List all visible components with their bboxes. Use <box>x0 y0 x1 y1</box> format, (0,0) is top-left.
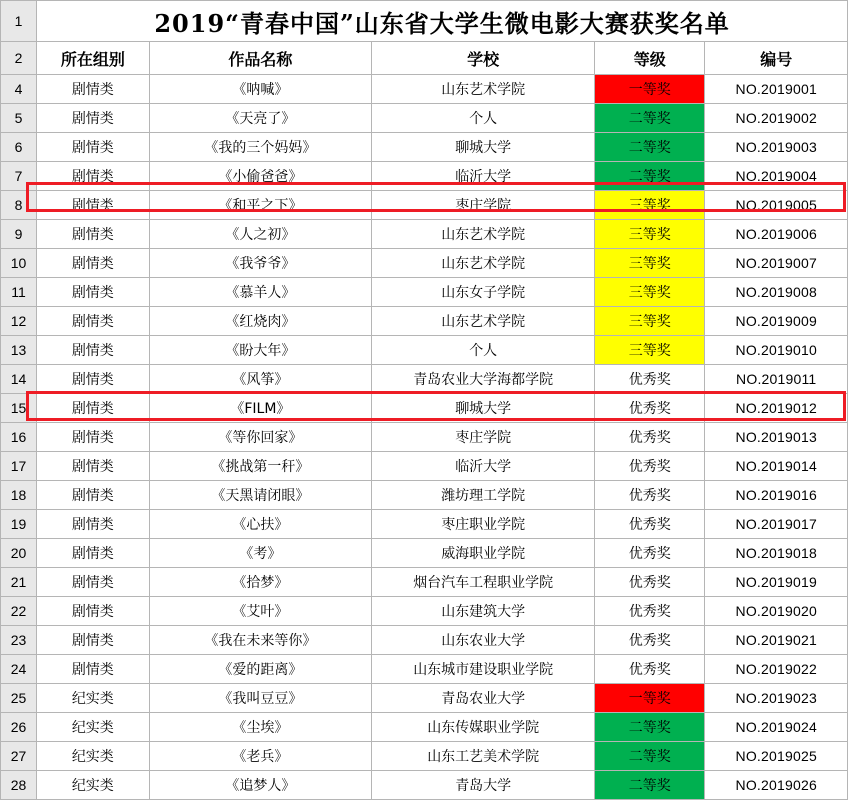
row-header[interactable]: 28 <box>1 771 37 800</box>
column-header-group: 所在组别 <box>37 42 149 75</box>
cell-code: NO.2019017 <box>705 510 848 539</box>
cell-level: 优秀奖 <box>595 568 705 597</box>
cell-title: 《等你回家》 <box>149 423 372 452</box>
row-header[interactable]: 25 <box>1 684 37 713</box>
row-header[interactable]: 6 <box>1 133 37 162</box>
cell-level: 三等奖 <box>595 336 705 365</box>
cell-school: 个人 <box>372 336 595 365</box>
cell-code: NO.2019005 <box>705 191 848 220</box>
cell-school: 山东传媒职业学院 <box>372 713 595 742</box>
cell-level: 三等奖 <box>595 191 705 220</box>
row-header[interactable]: 16 <box>1 423 37 452</box>
cell-school: 临沂大学 <box>372 452 595 481</box>
table-row <box>1 278 848 307</box>
cell-title: 《爱的距离》 <box>149 655 372 684</box>
cell-school: 山东工艺美术学院 <box>372 742 595 771</box>
cell-title: 《艾叶》 <box>149 597 372 626</box>
table-row <box>1 162 848 191</box>
cell-level: 优秀奖 <box>595 626 705 655</box>
table-row <box>1 713 848 742</box>
cell-group: 剧情类 <box>37 597 149 626</box>
cell-title: 《拾梦》 <box>149 568 372 597</box>
cell-school: 聊城大学 <box>372 394 595 423</box>
cell-group: 剧情类 <box>37 307 149 336</box>
column-header-level: 等级 <box>595 42 705 75</box>
cell-school: 青岛农业大学海都学院 <box>372 365 595 394</box>
table-row <box>1 75 848 104</box>
cell-group: 剧情类 <box>37 510 149 539</box>
cell-level: 三等奖 <box>595 307 705 336</box>
cell-title: 《红烧肉》 <box>149 307 372 336</box>
cell-title: 《考》 <box>149 539 372 568</box>
table-row <box>1 104 848 133</box>
cell-title: 《慕羊人》 <box>149 278 372 307</box>
cell-code: NO.2019002 <box>705 104 848 133</box>
cell-level: 优秀奖 <box>595 365 705 394</box>
cell-group: 纪实类 <box>37 684 149 713</box>
cell-level: 三等奖 <box>595 278 705 307</box>
row-header[interactable]: 8 <box>1 191 37 220</box>
row-header[interactable]: 19 <box>1 510 37 539</box>
cell-title: 《追梦人》 <box>149 771 372 800</box>
cell-title: 《呐喊》 <box>149 75 372 104</box>
cell-level: 优秀奖 <box>595 539 705 568</box>
table-row <box>1 394 848 423</box>
cell-school: 青岛大学 <box>372 771 595 800</box>
cell-school: 枣庄学院 <box>372 191 595 220</box>
cell-title: 《盼大年》 <box>149 336 372 365</box>
cell-title: 《我在未来等你》 <box>149 626 372 655</box>
cell-group: 剧情类 <box>37 133 149 162</box>
cell-code: NO.2019009 <box>705 307 848 336</box>
cell-level: 二等奖 <box>595 162 705 191</box>
cell-school: 枣庄学院 <box>372 423 595 452</box>
cell-school: 威海职业学院 <box>372 539 595 568</box>
cell-level: 优秀奖 <box>595 481 705 510</box>
cell-title: 《FILM》 <box>149 394 372 423</box>
cell-code: NO.2019004 <box>705 162 848 191</box>
table-row <box>1 249 848 278</box>
cell-title: 《风筝》 <box>149 365 372 394</box>
cell-title: 《心扶》 <box>149 510 372 539</box>
cell-group: 剧情类 <box>37 655 149 684</box>
cell-school: 山东艺术学院 <box>372 75 595 104</box>
cell-school: 山东艺术学院 <box>372 307 595 336</box>
cell-group: 剧情类 <box>37 394 149 423</box>
cell-title: 《老兵》 <box>149 742 372 771</box>
cell-title: 《小偷爸爸》 <box>149 162 372 191</box>
table-row <box>1 307 848 336</box>
cell-school: 山东农业大学 <box>372 626 595 655</box>
row-header[interactable]: 22 <box>1 597 37 626</box>
column-header-code: 编号 <box>705 42 848 75</box>
table-body <box>1 1 848 800</box>
row-header[interactable]: 23 <box>1 626 37 655</box>
row-header[interactable]: 21 <box>1 568 37 597</box>
column-header-school: 学校 <box>372 42 595 75</box>
page-title: 2019“青春中国”山东省大学生微电影大赛获奖名单 <box>37 1 848 42</box>
table-row <box>1 423 848 452</box>
cell-school: 山东女子学院 <box>372 278 595 307</box>
row-header[interactable]: 20 <box>1 539 37 568</box>
cell-level: 二等奖 <box>595 742 705 771</box>
table-row <box>1 510 848 539</box>
row-header[interactable]: 24 <box>1 655 37 684</box>
cell-school: 山东艺术学院 <box>372 249 595 278</box>
cell-group: 剧情类 <box>37 452 149 481</box>
cell-level: 二等奖 <box>595 133 705 162</box>
cell-group: 剧情类 <box>37 249 149 278</box>
cell-code: NO.2019016 <box>705 481 848 510</box>
table-row <box>1 481 848 510</box>
cell-group: 剧情类 <box>37 568 149 597</box>
cell-code: NO.2019023 <box>705 684 848 713</box>
table-row <box>1 133 848 162</box>
cell-school: 临沂大学 <box>372 162 595 191</box>
row-header[interactable]: 4 <box>1 75 37 104</box>
table-row <box>1 336 848 365</box>
cell-group: 剧情类 <box>37 423 149 452</box>
cell-group: 剧情类 <box>37 365 149 394</box>
cell-code: NO.2019010 <box>705 336 848 365</box>
cell-school: 山东艺术学院 <box>372 220 595 249</box>
row-header[interactable]: 11 <box>1 278 37 307</box>
cell-group: 剧情类 <box>37 220 149 249</box>
cell-code: NO.2019026 <box>705 771 848 800</box>
row-header-2-3[interactable]: 2 <box>1 42 37 75</box>
table-row <box>1 655 848 684</box>
cell-code: NO.2019022 <box>705 655 848 684</box>
cell-group: 剧情类 <box>37 278 149 307</box>
cell-title: 《我的三个妈妈》 <box>149 133 372 162</box>
cell-code: NO.2019018 <box>705 539 848 568</box>
cell-code: NO.2019007 <box>705 249 848 278</box>
cell-title: 《挑战第一秆》 <box>149 452 372 481</box>
cell-level: 三等奖 <box>595 220 705 249</box>
cell-title: 《和平之下》 <box>149 191 372 220</box>
cell-group: 剧情类 <box>37 104 149 133</box>
table-row <box>1 626 848 655</box>
cell-level: 三等奖 <box>595 249 705 278</box>
cell-code: NO.2019012 <box>705 394 848 423</box>
cell-group: 剧情类 <box>37 336 149 365</box>
cell-group: 纪实类 <box>37 742 149 771</box>
cell-code: NO.2019024 <box>705 713 848 742</box>
cell-code: NO.2019025 <box>705 742 848 771</box>
cell-level: 二等奖 <box>595 104 705 133</box>
cell-level: 优秀奖 <box>595 510 705 539</box>
table-row <box>1 742 848 771</box>
cell-group: 纪实类 <box>37 713 149 742</box>
row-header[interactable]: 26 <box>1 713 37 742</box>
table-row <box>1 220 848 249</box>
cell-group: 剧情类 <box>37 481 149 510</box>
table-row <box>1 539 848 568</box>
cell-level: 一等奖 <box>595 75 705 104</box>
cell-code: NO.2019003 <box>705 133 848 162</box>
cell-school: 枣庄职业学院 <box>372 510 595 539</box>
table-row <box>1 365 848 394</box>
cell-group: 纪实类 <box>37 771 149 800</box>
cell-group: 剧情类 <box>37 75 149 104</box>
row-header[interactable]: 5 <box>1 104 37 133</box>
cell-code: NO.2019006 <box>705 220 848 249</box>
cell-school: 烟台汽车工程职业学院 <box>372 568 595 597</box>
cell-code: NO.2019021 <box>705 626 848 655</box>
cell-level: 优秀奖 <box>595 394 705 423</box>
cell-level: 一等奖 <box>595 684 705 713</box>
cell-code: NO.2019014 <box>705 452 848 481</box>
row-header[interactable]: 13 <box>1 336 37 365</box>
cell-code: NO.2019001 <box>705 75 848 104</box>
cell-level: 优秀奖 <box>595 655 705 684</box>
cell-code: NO.2019020 <box>705 597 848 626</box>
cell-code: NO.2019019 <box>705 568 848 597</box>
cell-title: 《天黑请闭眼》 <box>149 481 372 510</box>
row-header-1[interactable]: 1 <box>1 1 37 42</box>
cell-group: 剧情类 <box>37 626 149 655</box>
row-header[interactable]: 17 <box>1 452 37 481</box>
table-row <box>1 771 848 800</box>
cell-title: 《尘埃》 <box>149 713 372 742</box>
cell-school: 青岛农业大学 <box>372 684 595 713</box>
cell-level: 二等奖 <box>595 713 705 742</box>
cell-school: 潍坊理工学院 <box>372 481 595 510</box>
table-row <box>1 568 848 597</box>
cell-title: 《我叫豆豆》 <box>149 684 372 713</box>
row-header[interactable]: 7 <box>1 162 37 191</box>
table-row <box>1 452 848 481</box>
cell-level: 优秀奖 <box>595 597 705 626</box>
table-row <box>1 684 848 713</box>
cell-title: 《人之初》 <box>149 220 372 249</box>
cell-title: 《天亮了》 <box>149 104 372 133</box>
cell-school: 聊城大学 <box>372 133 595 162</box>
title-row <box>1 1 848 42</box>
column-header-title: 作品名称 <box>149 42 372 75</box>
cell-school: 个人 <box>372 104 595 133</box>
cell-group: 剧情类 <box>37 539 149 568</box>
column-header-row <box>1 42 848 75</box>
cell-code: NO.2019013 <box>705 423 848 452</box>
row-header[interactable]: 15 <box>1 394 37 423</box>
table-row <box>1 597 848 626</box>
cell-level: 优秀奖 <box>595 452 705 481</box>
cell-code: NO.2019008 <box>705 278 848 307</box>
table-row <box>1 191 848 220</box>
cell-school: 山东建筑大学 <box>372 597 595 626</box>
row-header[interactable]: 12 <box>1 307 37 336</box>
cell-group: 剧情类 <box>37 162 149 191</box>
row-header[interactable]: 9 <box>1 220 37 249</box>
cell-group: 剧情类 <box>37 191 149 220</box>
cell-code: NO.2019011 <box>705 365 848 394</box>
cell-level: 二等奖 <box>595 771 705 800</box>
cell-level: 优秀奖 <box>595 423 705 452</box>
cell-title: 《我爷爷》 <box>149 249 372 278</box>
row-header[interactable]: 14 <box>1 365 37 394</box>
row-header[interactable]: 10 <box>1 249 37 278</box>
row-header[interactable]: 18 <box>1 481 37 510</box>
cell-school: 山东城市建设职业学院 <box>372 655 595 684</box>
row-header[interactable]: 27 <box>1 742 37 771</box>
